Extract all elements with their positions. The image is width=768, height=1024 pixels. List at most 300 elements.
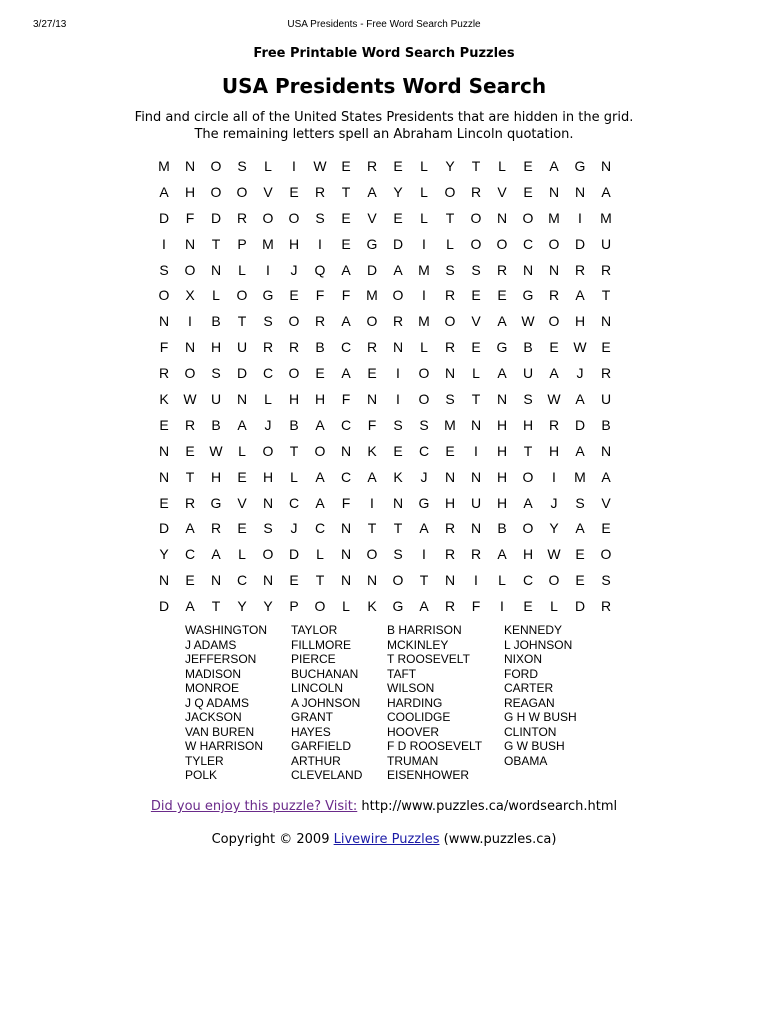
grid-letter: O (366, 546, 378, 563)
grid-letter: L (550, 598, 558, 615)
grid-letter: G (366, 235, 378, 252)
grid-row (151, 541, 619, 567)
grid-letter: Y (263, 598, 273, 615)
grid-letter: L (264, 390, 272, 407)
grid-letter: F (341, 287, 351, 304)
grid-letter: A (497, 313, 507, 330)
grid-letter: I (422, 235, 426, 252)
grid-letter: R (366, 339, 378, 356)
word-list-item: CLINTON (504, 724, 557, 739)
grid-letter: A (367, 468, 377, 485)
grid-letter: S (393, 546, 403, 563)
grid-letter: O (522, 520, 534, 537)
word-list-item: JEFFERSON (185, 652, 257, 666)
grid-letter: Y (237, 598, 247, 615)
grid-letter: E (523, 157, 533, 174)
grid-letter: M (262, 235, 274, 252)
grid-letter: O (314, 598, 326, 615)
word-list-item: POLK (185, 768, 218, 782)
grid-letter: N (496, 209, 508, 226)
grid-letter: L (498, 572, 506, 589)
grid-letter: M (444, 416, 456, 433)
grid-letter: H (574, 313, 586, 330)
grid-letter: E (341, 235, 351, 252)
grid-letter: T (445, 209, 455, 226)
grid-row (151, 515, 619, 541)
grid-letter: W (209, 442, 223, 459)
grid-letter: P (237, 235, 247, 252)
grid-letter: G (392, 598, 404, 615)
grid-letter: N (210, 261, 222, 278)
grid-letter: W (573, 339, 587, 356)
grid-letter: M (418, 313, 430, 330)
grid-letter: R (444, 287, 456, 304)
word-list-column (504, 623, 577, 768)
grid-letter: E (185, 442, 195, 459)
grid-letter: O (314, 442, 326, 459)
grid-letter: I (318, 235, 322, 252)
grid-letter: I (422, 546, 426, 563)
grid-letter: L (290, 468, 298, 485)
grid-letter: Y (159, 546, 169, 563)
grid-letter: A (419, 598, 429, 615)
word-list-item: CARTER (504, 681, 554, 695)
grid-row (151, 282, 619, 308)
grid-letter: T (601, 287, 611, 304)
grid-letter: Y (549, 520, 559, 537)
grid-letter: R (574, 261, 586, 278)
grid-letter: B (523, 339, 533, 356)
grid-letter: O (418, 365, 430, 382)
grid-letter: E (393, 157, 403, 174)
grid-letter: M (418, 261, 430, 278)
grid-letter: C (340, 339, 352, 356)
word-list-item: TYLER (185, 753, 224, 768)
grid-letter: N (340, 442, 352, 459)
grid-letter: U (522, 365, 534, 382)
grid-letter: S (471, 261, 481, 278)
grid-letter: L (238, 442, 246, 459)
grid-letter: I (578, 209, 582, 226)
grid-letter: E (367, 365, 377, 382)
grid-letter: S (575, 494, 585, 511)
grid-row (151, 593, 619, 619)
grid-letter: A (315, 494, 325, 511)
grid-letter: N (184, 157, 196, 174)
visit-line (0, 799, 768, 814)
grid-letter: O (444, 183, 456, 200)
grid-letter: N (158, 313, 170, 330)
grid-letter: A (601, 468, 611, 485)
grid-letter: K (159, 390, 169, 407)
grid-letter: I (396, 365, 400, 382)
grid-letter: R (158, 365, 170, 382)
grid-letter: E (471, 287, 481, 304)
grid-letter: O (470, 235, 482, 252)
grid-letter: A (497, 365, 507, 382)
grid-letter: N (184, 235, 196, 252)
grid-letter: D (574, 416, 586, 433)
grid-letter: T (289, 442, 299, 459)
grid-letter: A (367, 183, 377, 200)
grid-letter: F (315, 287, 325, 304)
grid-letter: R (444, 520, 456, 537)
grid-letter: T (341, 183, 351, 200)
word-list-item: OBAMA (504, 753, 548, 768)
grid-letter: W (547, 546, 561, 563)
grid-letter: O (236, 287, 248, 304)
grid-letter: A (549, 365, 559, 382)
grid-letter: H (522, 546, 534, 563)
site-title: Free Printable Word Search Puzzles (253, 46, 515, 61)
grid-letter: N (470, 520, 482, 537)
grid-letter: N (444, 572, 456, 589)
grid-letter: N (340, 546, 352, 563)
grid-letter: E (523, 183, 533, 200)
grid-letter: I (422, 287, 426, 304)
word-list-item: REAGAN (504, 695, 555, 710)
grid-letter: E (497, 287, 507, 304)
word-list-item: TAFT (387, 666, 417, 681)
grid-letter: V (263, 183, 273, 200)
word-list-item: TAYLOR (291, 623, 338, 637)
word-list-item: G H W BUSH (504, 710, 577, 724)
grid-letter: M (366, 287, 378, 304)
grid-letter: N (262, 572, 274, 589)
grid-letter: A (549, 157, 559, 174)
grid-letter: N (444, 365, 456, 382)
grid-letter: C (184, 546, 196, 563)
grid-letter: U (600, 390, 612, 407)
grid-letter: T (523, 442, 533, 459)
word-list-item: CLEVELAND (291, 768, 363, 782)
grid-letter: H (184, 183, 196, 200)
visit-url: http://www.puzzles.ca/wordsearch.html (361, 799, 618, 814)
grid-letter: F (341, 390, 351, 407)
grid-letter: O (548, 313, 560, 330)
grid-letter: R (600, 261, 612, 278)
grid-letter: I (474, 442, 478, 459)
grid-letter: O (392, 287, 404, 304)
grid-letter: A (341, 313, 351, 330)
grid-letter: S (601, 572, 611, 589)
grid-letter: R (444, 546, 456, 563)
grid-letter: O (548, 235, 560, 252)
grid-letter: N (158, 468, 170, 485)
grid-row (151, 308, 619, 334)
word-list-item: PIERCE (291, 652, 336, 666)
grid-letter: G (522, 287, 534, 304)
grid-letter: E (237, 520, 247, 537)
grid-letter: A (523, 494, 533, 511)
word-list-item: JACKSON (185, 710, 242, 724)
grid-letter: T (237, 313, 247, 330)
grid-letter: R (314, 313, 326, 330)
grid-letter: N (158, 442, 170, 459)
grid-letter: A (237, 416, 247, 433)
word-list-item: COOLIDGE (387, 710, 451, 724)
grid-letter: H (444, 494, 456, 511)
grid-letter: A (575, 287, 585, 304)
grid-row (151, 567, 619, 593)
grid-letter: T (315, 572, 325, 589)
grid-row (151, 231, 619, 257)
word-list-item: ARTHUR (291, 753, 341, 768)
grid-letter: G (210, 494, 222, 511)
grid-letter: O (548, 572, 560, 589)
grid-letter: O (522, 209, 534, 226)
word-list-item: G W BUSH (504, 739, 565, 753)
grid-letter: E (237, 468, 247, 485)
grid-letter: R (548, 287, 560, 304)
grid-letter: R (262, 339, 274, 356)
grid-letter: R (470, 183, 482, 200)
grid-letter: N (158, 572, 170, 589)
grid-letter: R (236, 209, 248, 226)
word-list-item: WILSON (387, 681, 435, 695)
grid-letter: I (552, 468, 556, 485)
grid-letter: E (471, 339, 481, 356)
grid-letter: A (185, 598, 195, 615)
grid-letter: N (522, 261, 534, 278)
grid-letter: D (288, 546, 300, 563)
livewire-link[interactable]: Livewire Puzzles (333, 832, 440, 847)
grid-letter: G (496, 339, 508, 356)
grid-letter: X (185, 287, 195, 304)
grid-row (151, 153, 619, 179)
grid-letter: V (367, 209, 377, 226)
grid-letter: F (367, 416, 377, 433)
grid-letter: L (316, 546, 324, 563)
grid-letter: R (314, 183, 326, 200)
grid-letter: D (158, 209, 170, 226)
grid-letter: E (289, 183, 299, 200)
grid-letter: L (342, 598, 350, 615)
grid-letter: B (601, 416, 611, 433)
word-list-item: HARDING (387, 695, 443, 710)
grid-letter: N (548, 183, 560, 200)
grid-letter: A (315, 416, 325, 433)
word-list-item: F D ROOSEVELT (387, 739, 483, 753)
grid-letter: J (264, 416, 272, 433)
grid-letter: E (393, 209, 403, 226)
grid-row (151, 412, 619, 438)
grid-letter: I (266, 261, 270, 278)
grid-letter: N (236, 390, 248, 407)
grid-letter: B (211, 313, 221, 330)
word-list-item: T ROOSEVELT (387, 652, 470, 666)
word-list-item: HAYES (291, 724, 331, 739)
word-list-item: WASHINGTON (185, 623, 268, 637)
grid-letter: U (210, 390, 222, 407)
word-list-item: B HARRISON (387, 623, 462, 637)
grid-letter: V (471, 313, 481, 330)
grid-letter: F (159, 339, 169, 356)
grid-letter: M (574, 468, 586, 485)
grid-letter: E (159, 494, 169, 511)
grid-letter: T (393, 520, 403, 537)
grid-letter: D (236, 365, 248, 382)
grid-letter: I (396, 390, 400, 407)
grid-letter: E (393, 442, 403, 459)
grid-letter: E (445, 442, 455, 459)
word-list-item: EISENHOWER (387, 768, 470, 782)
grid-letter: E (523, 598, 533, 615)
grid-row (151, 386, 619, 412)
grid-letter: W (547, 390, 561, 407)
grid-letter: V (601, 494, 611, 511)
word-list-item: LINCOLN (291, 681, 344, 695)
grid-letter: A (315, 468, 325, 485)
grid-letter: T (471, 157, 481, 174)
grid-letter: N (444, 468, 456, 485)
grid-letter: E (341, 157, 351, 174)
grid-letter: A (211, 546, 221, 563)
grid-letter: T (185, 468, 195, 485)
grid-letter: U (470, 494, 482, 511)
grid-letter: R (496, 261, 508, 278)
grid-letter: R (210, 520, 222, 537)
grid-letter: N (340, 520, 352, 537)
grid-letter: N (392, 339, 404, 356)
grid-letter: C (236, 572, 248, 589)
word-list-column (291, 623, 362, 783)
grid-letter: A (341, 365, 351, 382)
grid-letter: L (264, 157, 272, 174)
grid-letter: C (522, 235, 534, 252)
grid-letter: H (496, 416, 508, 433)
grid-row (151, 179, 619, 205)
grid-letter: R (444, 598, 456, 615)
grid-letter: J (290, 520, 298, 537)
grid-letter: A (393, 261, 403, 278)
grid-letter: J (550, 494, 558, 511)
grid-letter: D (158, 520, 170, 537)
word-list-item: J Q ADAMS (185, 695, 250, 710)
grid-letter: J (576, 365, 584, 382)
grid-letter: R (288, 339, 300, 356)
print-page-title: USA Presidents - Free Word Search Puzzle (287, 19, 481, 30)
grid-letter: B (289, 416, 299, 433)
grid-letter: O (444, 313, 456, 330)
grid-letter: R (548, 416, 560, 433)
grid-letter: S (263, 313, 273, 330)
grid-letter: E (159, 416, 169, 433)
grid-letter: A (185, 520, 195, 537)
grid-letter: H (496, 494, 508, 511)
grid-letter: T (471, 390, 481, 407)
grid-letter: S (523, 390, 533, 407)
word-list-item: HOOVER (387, 724, 440, 739)
grid-letter: C (340, 468, 352, 485)
grid-letter: L (420, 183, 428, 200)
grid-letter: W (521, 313, 535, 330)
word-list-item: KENNEDY (504, 623, 563, 637)
grid-letter: N (600, 157, 612, 174)
grid-letter: O (496, 235, 508, 252)
grid-letter: N (366, 390, 378, 407)
grid-letter: N (340, 572, 352, 589)
puzzle-title: USA Presidents Word Search (221, 74, 547, 98)
grid-letter: B (315, 339, 325, 356)
grid-letter: L (420, 209, 428, 226)
grid-letter: H (496, 442, 508, 459)
grid-letter: A (159, 183, 169, 200)
grid-letter: C (340, 416, 352, 433)
grid-letter: N (548, 261, 560, 278)
grid-letter: W (183, 390, 197, 407)
grid-letter: R (600, 365, 612, 382)
grid-row (151, 490, 619, 516)
grid-row (151, 438, 619, 464)
grid-letter: N (600, 313, 612, 330)
grid-letter: D (574, 598, 586, 615)
grid-letter: H (210, 339, 222, 356)
grid-letter: M (158, 157, 170, 174)
grid-letter: O (366, 313, 378, 330)
copyright-suffix: (www.puzzles.ca) (443, 832, 557, 847)
print-date: 3/27/13 (33, 19, 67, 30)
grid-letter: L (238, 261, 246, 278)
grid-letter: E (185, 572, 195, 589)
grid-letter: O (470, 209, 482, 226)
grid-letter: C (522, 572, 534, 589)
grid-letter: I (370, 494, 374, 511)
grid-letter: D (210, 209, 222, 226)
grid-letter: Y (393, 183, 403, 200)
instructions-line-2: The remaining letters spell an Abraham Lincoln quotation. (194, 127, 574, 142)
grid-letter: H (262, 468, 274, 485)
grid-letter: H (496, 468, 508, 485)
grid-letter: H (522, 416, 534, 433)
grid-letter: T (367, 520, 377, 537)
grid-letter: O (522, 468, 534, 485)
grid-letter: S (237, 157, 247, 174)
visit-link[interactable]: Did you enjoy this puzzle? Visit: (150, 799, 358, 814)
grid-letter: R (444, 339, 456, 356)
grid-letter: S (263, 520, 273, 537)
grid-letter: H (288, 235, 300, 252)
grid-letter: N (392, 494, 404, 511)
grid-letter: L (420, 157, 428, 174)
grid-letter: N (574, 183, 586, 200)
word-list-item: A JOHNSON (291, 695, 361, 710)
grid-row (151, 257, 619, 283)
word-search-grid (151, 153, 619, 619)
grid-letter: A (575, 390, 585, 407)
grid-letter: M (548, 209, 560, 226)
grid-letter: H (548, 442, 560, 459)
grid-letter: O (184, 365, 196, 382)
grid-letter: E (601, 339, 611, 356)
grid-letter: N (496, 390, 508, 407)
grid-letter: J (420, 468, 428, 485)
grid-letter: S (159, 261, 169, 278)
grid-letter: Q (314, 261, 326, 278)
word-list-item: TRUMAN (387, 753, 439, 768)
grid-letter: O (288, 209, 300, 226)
grid-letter: A (497, 546, 507, 563)
grid-letter: T (419, 572, 429, 589)
grid-letter: A (575, 442, 585, 459)
grid-letter: I (474, 572, 478, 589)
grid-letter: W (313, 157, 327, 174)
grid-letter: I (162, 235, 166, 252)
instructions (0, 109, 768, 143)
grid-letter: L (498, 157, 506, 174)
grid-letter: E (549, 339, 559, 356)
grid-letter: D (392, 235, 404, 252)
